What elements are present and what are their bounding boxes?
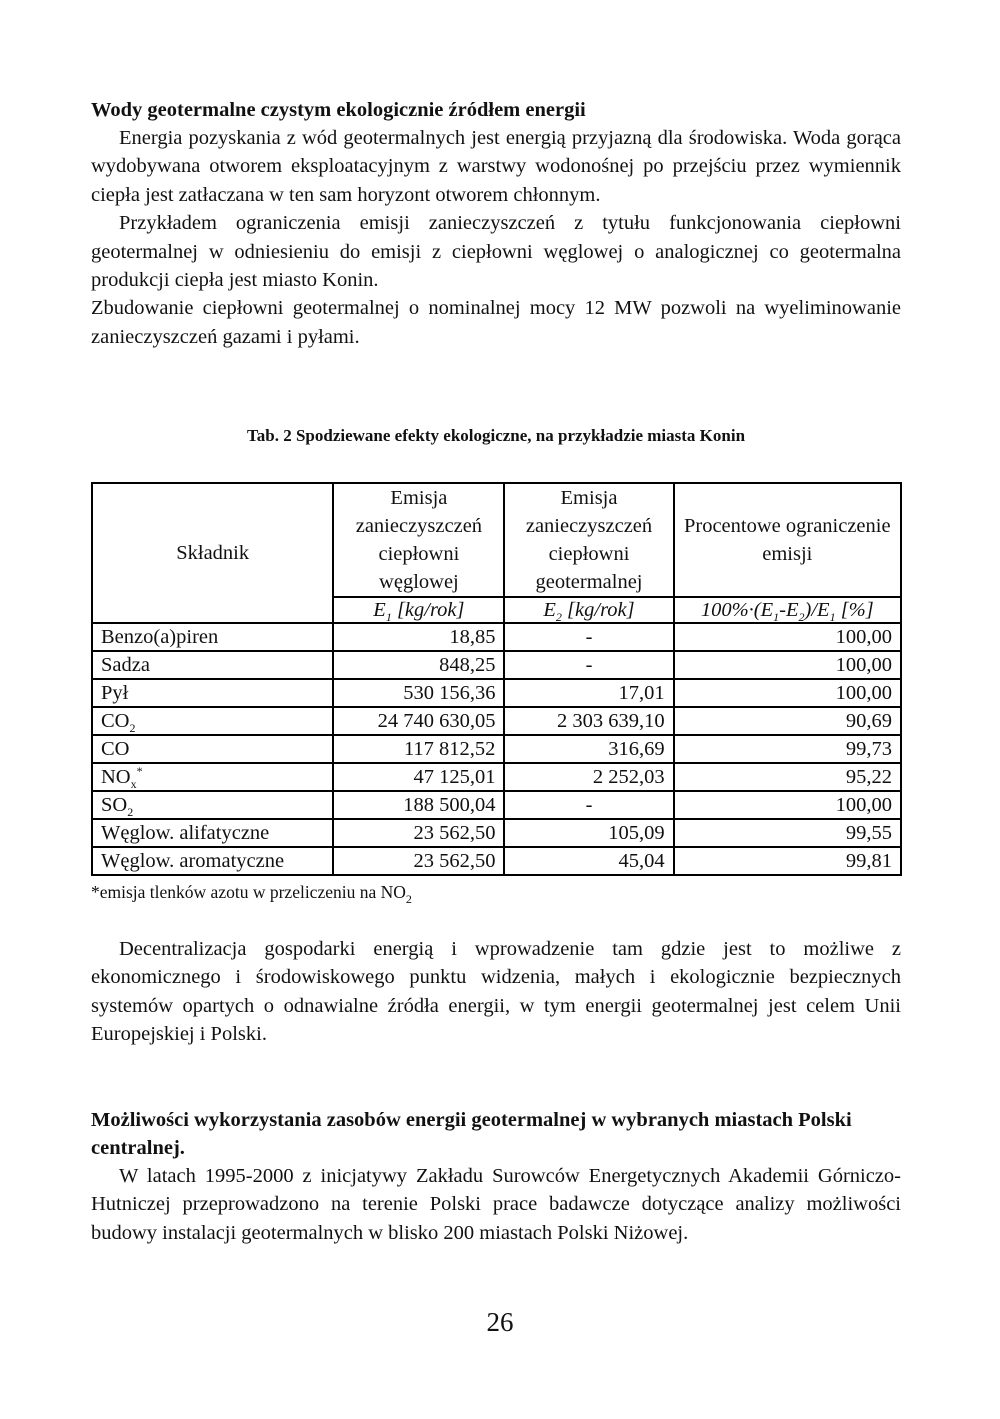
footnote-subscript: 2 <box>405 892 412 906</box>
reduction-percent: 99,55 <box>674 819 901 847</box>
emissions-table <box>91 482 902 876</box>
formula-part: )/E <box>804 599 830 621</box>
table-row <box>92 707 901 735</box>
section-heading: Możliwości wykorzystania zasobów energii geotermalnej w wybranych miastach Polski centralnej. <box>91 1109 852 1159</box>
section-heading: Wody geotermalne czystym ekologicznie źródłem energii <box>91 99 586 121</box>
unit-symbol: E <box>373 599 386 621</box>
footnote-text: *emisja tlenków azotu w przeliczeniu na NO <box>91 882 406 902</box>
table-row <box>92 819 901 847</box>
header-percent-reduction: Procentowe ograniczenie emisji <box>674 483 901 597</box>
formula-sub: 1 <box>773 610 780 624</box>
component-name: $SO_2$ <box>92 791 333 819</box>
paragraph: Decentralizacja gospodarki energią i wprowadzenie tam gdzie jest to możliwe z ekonomicznego i środowiskowego punktu widzenia, małych i ekologicznie bezpiecznych systemów opartych o odnawialne źródła energii, w tym energii geotermalnej jest celem Unii Europejskiej i Polski. <box>91 938 901 1046</box>
unit-symbol: E <box>543 599 556 621</box>
coal-emission-value: 188 500,04 <box>333 791 504 819</box>
reduction-percent: 99,73 <box>674 735 901 763</box>
table-row <box>92 735 901 763</box>
component-name: $CO_2$ <box>92 707 333 735</box>
geothermal-emission-value: - <box>504 623 673 651</box>
geothermal-emission-value: 45,04 <box>504 847 673 875</box>
formula-part: [%] <box>835 599 874 621</box>
table-row <box>92 651 901 679</box>
coal-emission-value: 18,85 <box>333 623 504 651</box>
reduction-percent: 100,00 <box>674 623 901 651</box>
header-coal-emission: Emisja zanieczyszczeń ciepłowni węglowej <box>333 483 504 597</box>
table-row <box>92 623 901 651</box>
section-decentralization <box>91 935 901 1049</box>
reduction-percent: 100,00 <box>674 791 901 819</box>
table-header-row <box>92 483 901 597</box>
page-number: 26 <box>486 1307 514 1337</box>
component-name: Węglow. aromatyczne <box>92 847 333 875</box>
reduction-percent: 90,69 <box>674 707 901 735</box>
component-name: $NO_x^*$ <box>92 763 333 791</box>
paragraph: Energia pozyskania z wód geotermalnych jest energią przyjazną dla środowiska. Woda gorąca wydobywana otworem eksploatacyjnym z warstwy wodonośnej po przejściu przez wymiennik ciepła jest zatłaczana w ten sam horyzont otworem chłonnym. <box>91 127 901 206</box>
paragraph: Zbudowanie ciepłowni geotermalnej o nominalnej mocy 12 MW pozwoli na wyeliminowanie zanieczyszczeń gazami i pyłami. <box>91 297 901 348</box>
unit-e2 <box>504 597 673 623</box>
component-name: Węglow. alifatyczne <box>92 819 333 847</box>
unit-formula <box>674 597 901 623</box>
unit-e1 <box>333 597 504 623</box>
coal-emission-value: 47 125,01 <box>333 763 504 791</box>
geothermal-emission-value: 2 303 639,10 <box>504 707 673 735</box>
geothermal-emission-value: 105,09 <box>504 819 673 847</box>
component-name: CO <box>92 735 333 763</box>
formula-part: 100%·(E <box>700 599 774 621</box>
geothermal-emission-value: - <box>504 791 673 819</box>
table-row <box>92 847 901 875</box>
paragraph: W latach 1995-2000 z inicjatywy Zakładu Surowców Energetycznych Akademii Górniczo-Hutniczej przeprowadzono na terenie Polski prace badawcze dotyczące analizy możliwości budowy instalacji geotermalnych w blisko 200 miastach Polski Niżowej. <box>91 1165 901 1244</box>
reduction-percent: 100,00 <box>674 679 901 707</box>
coal-emission-value: 24 740 630,05 <box>333 707 504 735</box>
header-geothermal-emission: Emisja zanieczyszczeń ciepłowni geotermalnej <box>504 483 673 597</box>
table-row <box>92 791 901 819</box>
component-name: Benzo(a)piren <box>92 623 333 651</box>
unit-subscript: 1 <box>385 610 392 624</box>
unit-label: [kg/rok] <box>391 599 465 621</box>
component-name: Pył <box>92 679 333 707</box>
formula-part: -E <box>779 599 799 621</box>
geothermal-emission-value: 2 252,03 <box>504 763 673 791</box>
unit-subscript: 2 <box>555 610 562 624</box>
formula-sub: 1 <box>829 610 836 624</box>
reduction-percent: 100,00 <box>674 651 901 679</box>
paragraph: Przykładem ograniczenia emisji zanieczyszczeń z tytułu funkcjonowania ciepłowni geotermalnej w odniesieniu do emisji z ciepłowni węglowej o analogicznej co geotermalna produkcji ciepła jest miasto Konin. <box>91 212 901 292</box>
table-row <box>92 763 901 791</box>
section-geothermal-intro <box>91 96 901 351</box>
coal-emission-value: 117 812,52 <box>333 735 504 763</box>
unit-label: [kg/rok] <box>561 599 635 621</box>
table-caption: Tab. 2 Spodziewane efekty ekologiczne, na przykładzie miasta Konin <box>246 426 746 445</box>
table-footnote <box>91 880 412 904</box>
header-component: Składnik <box>92 483 333 623</box>
reduction-percent: 95,22 <box>674 763 901 791</box>
component-name: Sadza <box>92 651 333 679</box>
geothermal-emission-value: 17,01 <box>504 679 673 707</box>
coal-emission-value: 530 156,36 <box>333 679 504 707</box>
table-row <box>92 679 901 707</box>
coal-emission-value: 848,25 <box>333 651 504 679</box>
section-central-poland <box>91 1106 901 1247</box>
geothermal-emission-value: 316,69 <box>504 735 673 763</box>
reduction-percent: 99,81 <box>674 847 901 875</box>
coal-emission-value: 23 562,50 <box>333 819 504 847</box>
geothermal-emission-value: - <box>504 651 673 679</box>
coal-emission-value: 23 562,50 <box>333 847 504 875</box>
formula-sub: 2 <box>798 610 805 624</box>
